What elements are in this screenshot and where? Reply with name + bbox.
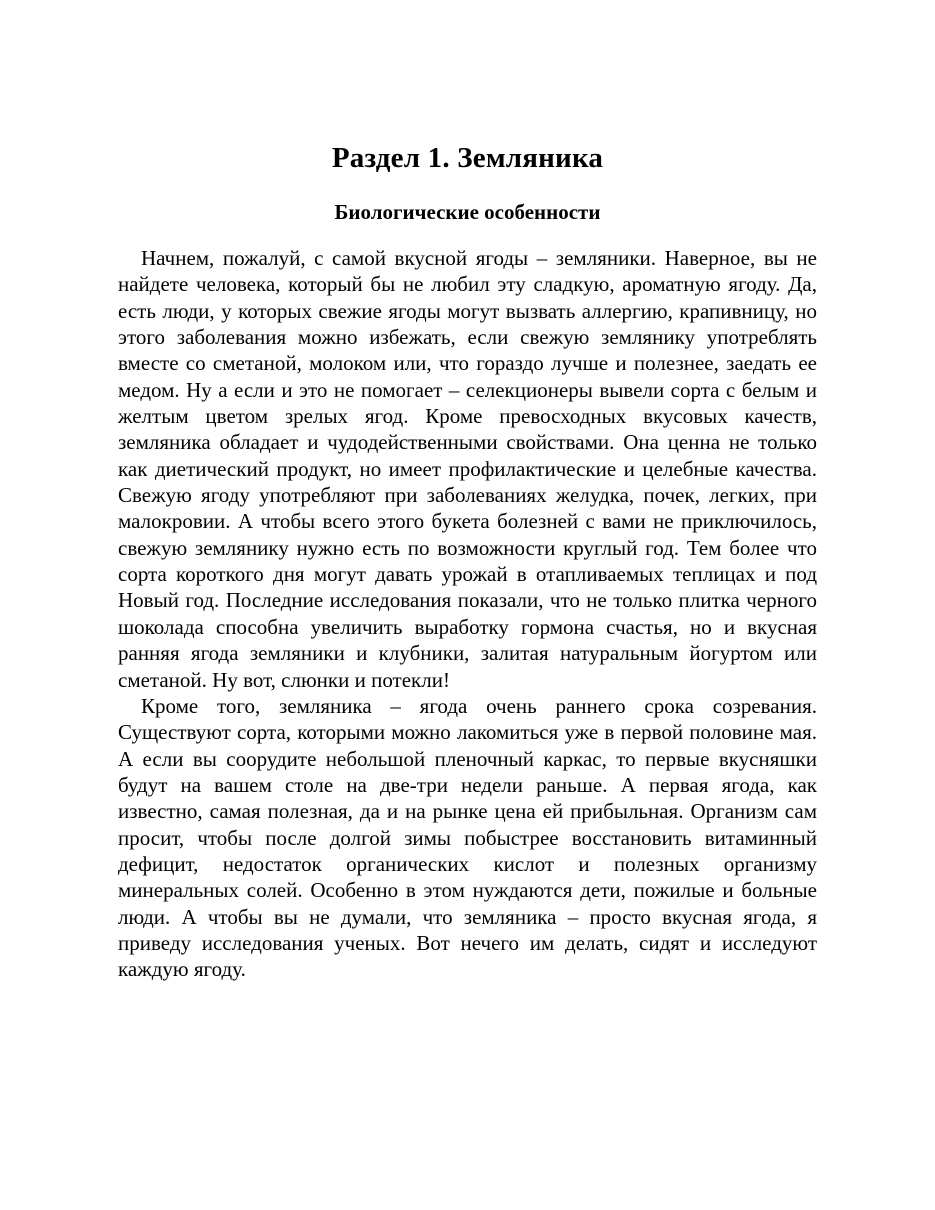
body-text bbox=[118, 245, 817, 983]
paragraph: Начнем, пожалуй, с самой вкусной ягоды – земляники. Наверное, вы не найдете человека, который бы не любил эту сладкую, ароматную ягоду. Да, есть люди, у которых свежие ягоды могут вызвать аллергию, крапивницу, но этого заболевания можно избежать, если свежую землянику употреблять вместе со сметаной, молоком или, что гораздо лучше и полезнее, заедать ее медом. Ну а если и это не помогает – селекционеры вывели сорта с белым и желтым цветом зрелых ягод. Кроме превосходных вкусовых качеств, земляника обладает и чудодейственными свойствами. Она ценна не только как диетический продукт, но имеет профилактические и целебные качества. Свежую ягоду употребляют при заболеваниях желудка, почек, легких, при малокровии. А чтобы всего этого букета болезней с вами не приключилось, свежую землянику нужно есть по возможности круглый год. Тем более что сорта короткого дня могут давать урожай в отапливаемых теплицах и под Новый год. Последние исследования показали, что не только плитка черного шоколада способна увеличить выработку гормона счастья, но и вкусная ранняя ягода земляники и клубники, залитая натуральным йогуртом или сметаной. Ну вот, слюнки и потекли! bbox=[118, 246, 817, 692]
document-page bbox=[118, 140, 817, 983]
paragraph: Кроме того, земляника – ягода очень раннего срока созревания. Существуют сорта, которыми можно лакомиться уже в первой половине мая. А если вы соорудите небольшой пленочный каркас, то первые вкусняшки будут на вашем столе на две-три недели раньше. А первая ягода, как известно, самая полезная, да и на рынке цена ей прибыльная. Организм сам просит, чтобы после долгой зимы побыстрее восстановить витаминный дефицит, недостаток органических кислот и полезных организму минеральных солей. Особенно в этом нуждаются дети, пожилые и больные люди. А чтобы вы не думали, что земляника – просто вкусная ягода, я приведу исследования ученых. Вот нечего им делать, сидят и исследуют каждую ягоду. bbox=[118, 693, 817, 982]
chapter-title: Раздел 1. Земляника bbox=[331, 142, 604, 174]
section-title: Биологические особенности bbox=[334, 200, 601, 224]
